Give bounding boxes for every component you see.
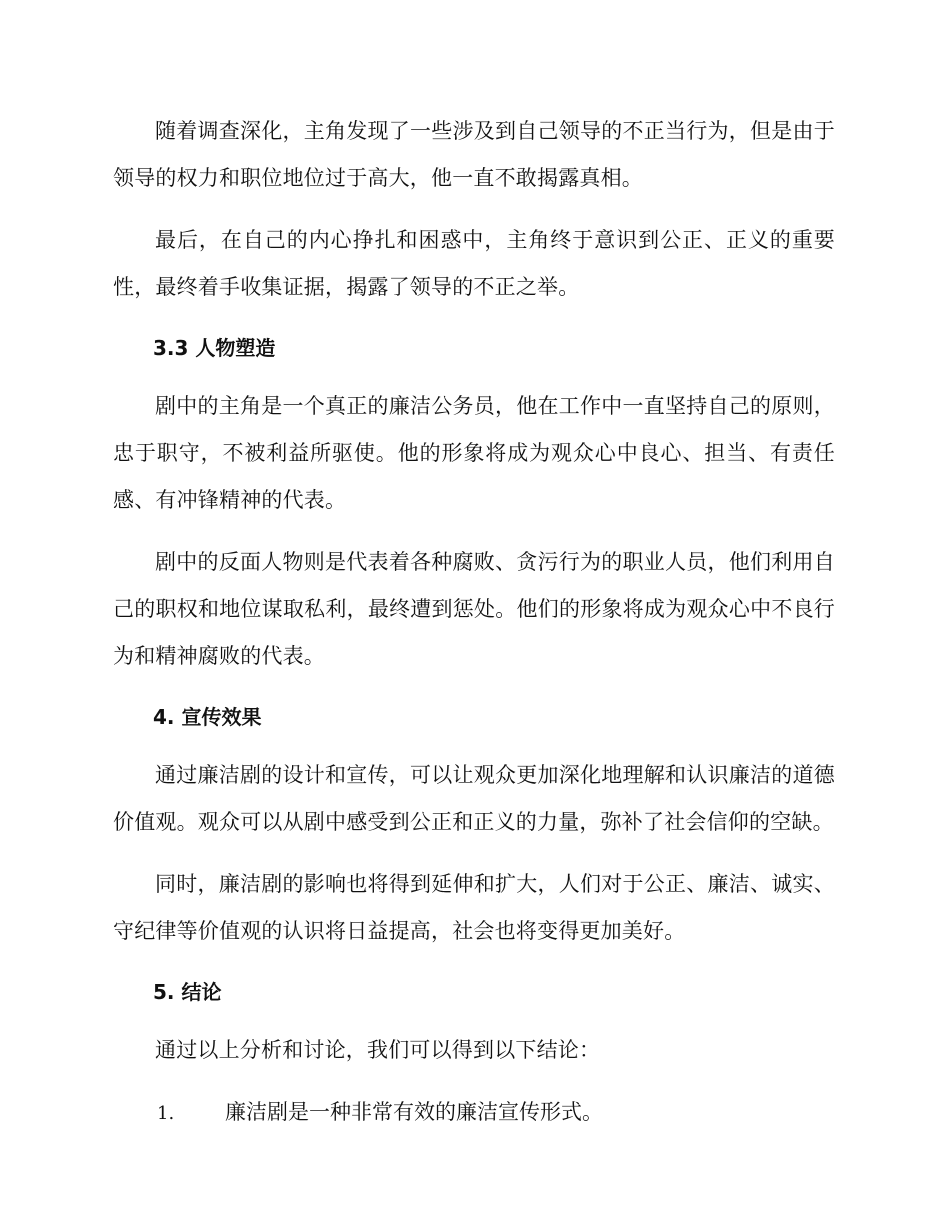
paragraph-effect-1: 通过廉洁剧的设计和宣传，可以让观众更加深化地理解和认识廉洁的道德价值观。观众可以从剧中感受到公正和正义的力量，弥补了社会信仰的空缺。 xyxy=(113,763,835,834)
document-content xyxy=(113,108,835,1137)
section-heading-effect: 4. 宣传效果 xyxy=(153,705,262,729)
section-heading-conclusion: 5. 结论 xyxy=(153,980,222,1004)
paragraph-protagonist: 剧中的主角是一个真正的廉洁公务员，他在工作中一直坚持自己的原则，忠于职守，不被利益所驱使。他的形象将成为观众心中良心、担当、有责任感、有冲锋精神的代表。 xyxy=(113,394,835,512)
paragraph-antagonist: 剧中的反面人物则是代表着各种腐败、贪污行为的职业人员，他们利用自己的职权和地位谋取私利，最终遭到惩处。他们的形象将成为观众心中不良行为和精神腐败的代表。 xyxy=(113,550,835,668)
paragraph-conclusion-intro: 通过以上分析和讨论，我们可以得到以下结论： xyxy=(155,1038,601,1062)
paragraph-resolution: 最后，在自己的内心挣扎和困惑中，主角终于意识到公正、正义的重要性，最终着手收集证据，揭露了领导的不正之举。 xyxy=(113,228,835,299)
list-item-number: 1. xyxy=(157,1103,175,1124)
list-item xyxy=(113,1089,835,1137)
paragraph-effect-2: 同时，廉洁剧的影响也将得到延伸和扩大，人们对于公正、廉洁、诚实、守纪律等价值观的认识将日益提高，社会也将变得更加美好。 xyxy=(113,872,835,943)
list-item-text: 廉洁剧是一种非常有效的廉洁宣传形式。 xyxy=(225,1100,603,1124)
paragraph-investigation: 随着调查深化，主角发现了一些涉及到自己领导的不正当行为，但是由于领导的权力和职位地位过于高大，他一直不敢揭露真相。 xyxy=(113,119,835,190)
section-heading-characters: 3.3 人物塑造 xyxy=(153,336,276,360)
